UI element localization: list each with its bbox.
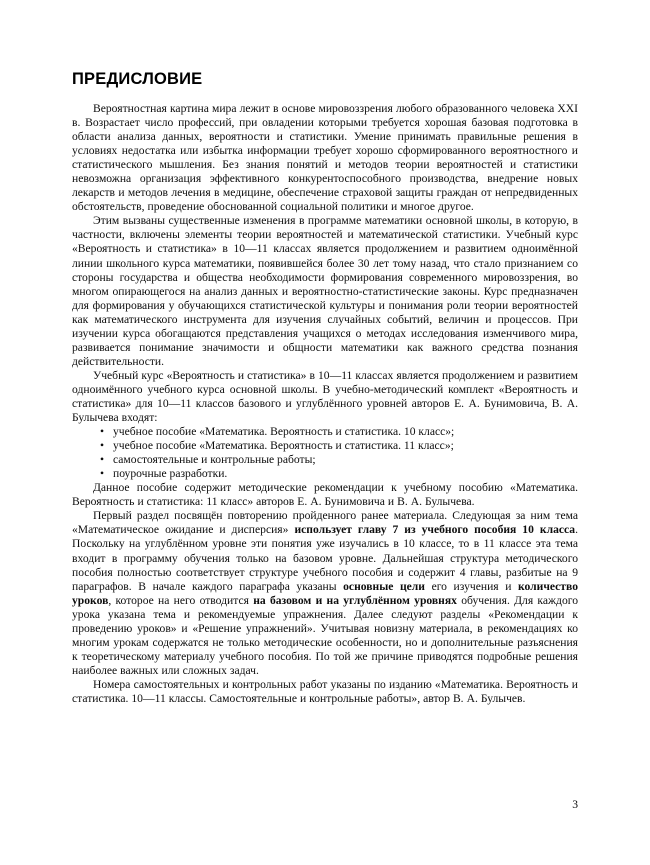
list-item [72, 439, 578, 453]
list-item [72, 467, 578, 481]
paragraph-5-emphasis-1: использует главу 7 из учебного пособия 10 класса [294, 523, 576, 537]
paragraph-1: Вероятностная картина мира лежит в основе мировоззрения любого образованного человека XXI в. Возрастает число профессий, при овладении которыми требуется хорошая базовая подготовка в области анализа данных, вероятности и статистики. Умение принимать правильные решения в условиях недостатка или избытка информации требует хорошо сформированного вероятностного и статистического мышления. Без знания понятий и методов теории вероятностей и статистики невозможна организация эффективного конкурентоспособного производства, внедрение новых лекарств и методов лечения в медицине, обеспечение страховой защиты граждан от непредвиденных обстоятельств, проведение обоснованной социальной политики и многое другое. [72, 102, 578, 214]
list-item [72, 453, 578, 467]
list-item [72, 425, 578, 439]
list-item-label: самостоятельные и контрольные работы; [113, 453, 316, 467]
list-item-label: поурочные разработки. [113, 467, 228, 481]
paragraph-4: Данное пособие содержит методические рекомендации к учебному пособию «Математика. Вероятность и статистика: 11 класс» авторов Е. А. Бунимовича и В. А. Булычева. [72, 481, 578, 509]
paragraph-5-emphasis-4: на базовом и на углублённом уровнях [253, 593, 457, 607]
paragraph-5 [72, 509, 578, 678]
bullet-list [72, 425, 578, 481]
paragraph-5-run-1: Первый раздел посвящён повторению пройденного ранее материала. Следующая за ним тема «Математическое ожидание и дисперсия» [72, 509, 578, 537]
paragraph-2: Этим вызваны существенные изменения в программе математики основной школы, в которую, в частности, включены элементы теории вероятностей и математической статистики. Учебный курс «Вероятность и статистика» в 10—11 классах является продолжением и развитием одноимённой линии школьного курса математики, появившейся более 30 лет тому назад, что стало признанием со стороны государства и общества необходимости формирования современного мировоззрения, во многом опирающегося на анализ данных и вероятностно-статистические законы. Курс предназначен для формирования у обучающихся статистической культуры и понимания роли теории вероятностей как математического инструмента для изучения случайных событий, величин и процессов. При изучении курса обогащаются представления учащихся о методах исследования изменчивого мира, развивается понимание значимости и общности математики как важного средства познания действительности. [72, 214, 578, 368]
paragraph-5-emphasis-3: количество уроков [72, 579, 578, 607]
paragraph-5-run-7: , которое на него отводится [108, 593, 254, 607]
paragraph-5-run-3: . Поскольку на углублённом уровне эти понятия уже изучались в 10 классе, то в 11 классе эта тема входит в программу обучения только на базовом уровне. Дальнейшая структура методического пособия полностью соответствует структуре учебного пособия и содержит 4 главы, разбитые на 9 параграфов. В начале каждого параграфа указаны [72, 523, 579, 593]
list-item-label: учебное пособие «Математика. Вероятность и статистика. 10 класс»; [113, 425, 455, 439]
paragraph-5-emphasis-2: основные цели [343, 579, 425, 593]
bullet-marker-icon: • [100, 453, 105, 467]
bullet-marker-icon: • [100, 439, 105, 453]
list-item-label: учебное пособие «Математика. Вероятность и статистика. 11 класс»; [113, 439, 454, 453]
page-number: 3 [572, 798, 578, 811]
bullet-marker-icon: • [100, 425, 105, 439]
paragraph-6: Номера самостоятельных и контрольных работ указаны по изданию «Математика. Вероятность и статистика. 10—11 классы. Самостоятельные и контрольные работы», автор В. А. Булычев. [72, 677, 578, 705]
paragraph-3: Учебный курс «Вероятность и статистика» в 10—11 классах является продолжением и развитием одноимённого учебного курса основной школы. В учебно-методический комплект «Вероятность и статистика» для 10—11 классов базового и углублённого уровней авторов Е. А. Бунимовича, В. А. Булычева входят: [72, 368, 578, 425]
page-title: ПРЕДИСЛОВИЕ [72, 70, 203, 88]
paragraph-5-run-5: его изучения и [424, 579, 518, 593]
paragraph-5-run-9: обучения. Для каждого урока указана тема и рекомендуемые упражнения. Далее следуют разделы «Рекомендации к проведению уроков» и «Решение упражнений». Учитывая новизну материала, в рекомендациях ко многим урокам содержатся не только методические особенности, но и дополнительные разъяснения к теоретическому материалу учебного пособия. По той же причине приводятся подробные решения наиболее важных или сложных задач. [72, 593, 578, 677]
bullet-marker-icon: • [100, 467, 105, 481]
page-content [72, 70, 578, 706]
